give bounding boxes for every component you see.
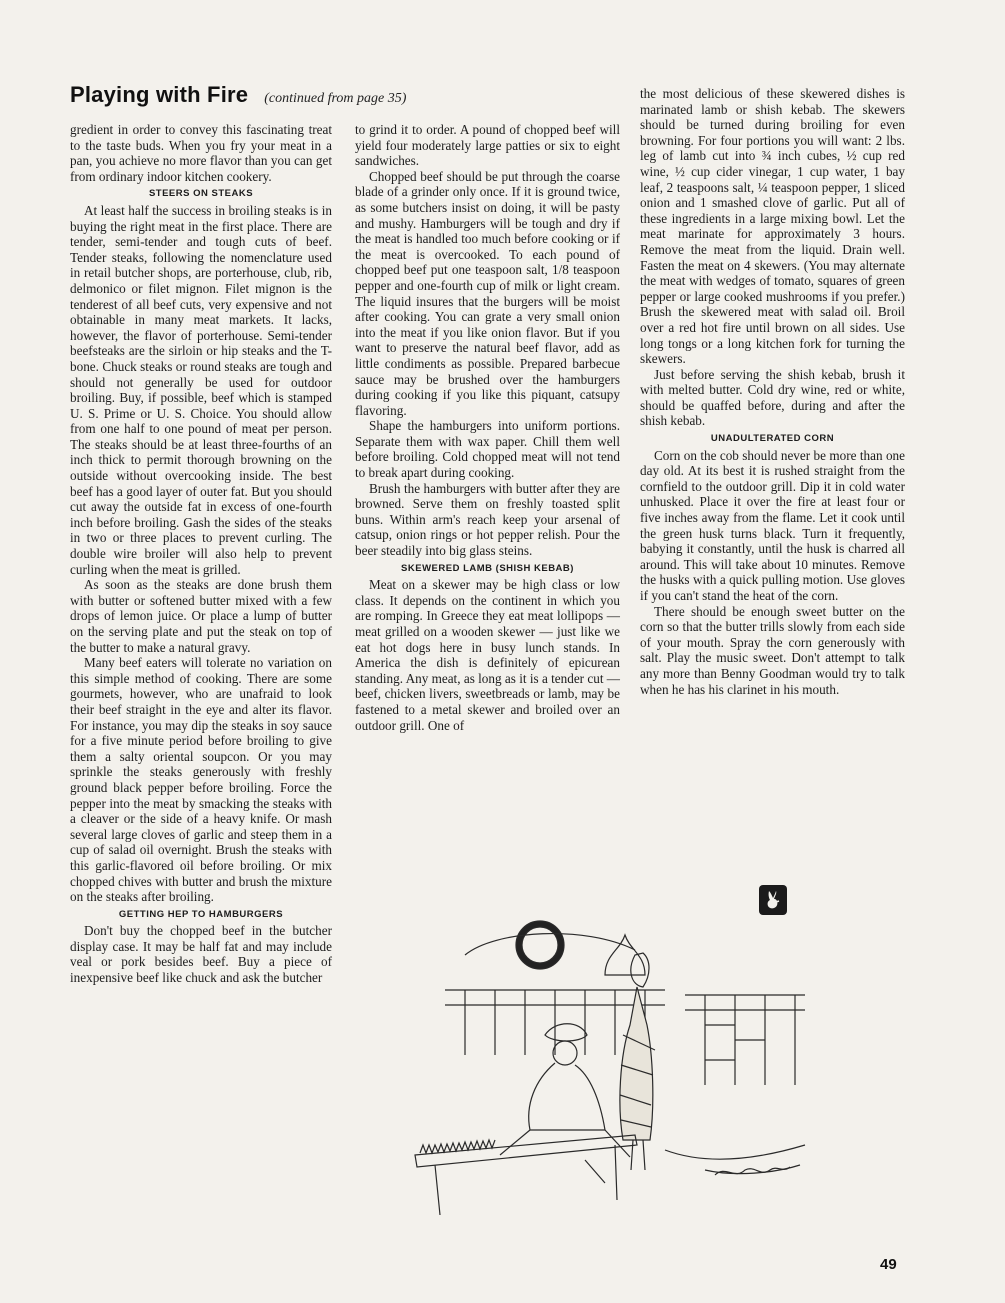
article-header [70,82,406,108]
paragraph: gredient in order to convey this fascinating treat to the taste buds. When you fry your meat in a pan, you achieve no more flavor than you can get from ordinary indoor kitchen cookery. [70,122,332,184]
paragraph: Don't buy the chopped beef in the butcher display case. It may be half fat and may include veal or pork besides beef. Buy a piece of inexpensive beef like chuck and ask the butcher [70,923,332,986]
section-heading: GETTING HEP TO HAMBURGERS [118,908,284,920]
article-title: Playing with Fire [70,82,249,107]
section-heading: STEERS ON STEAKS [148,188,254,200]
paragraph: Shape the hamburgers into uniform portions. Separate them with wax paper. Chill them well before broiling. Cold chopped meat will not tend to break apart during cooking. [355,418,620,481]
paragraph: Meat on a skewer may be high class or low class. It depends on the continent in which you are romping. In Greece they eat meat lollipops — meat grilled on a wooden skewer — just like we eat hot dogs here in busy lunch stands. In America the dish is definitely of epicurean standing. Any meat, as long as it is a tender cut — beef, chicken livers, sweetbreads or lamb, may be fastened to a metal skewer and broiled over an outdoor grill. One of [355,577,620,733]
paragraph: Chopped beef should be put through the coarse blade of a grinder only once. If it is ground twice, as some butchers insist on doing, it will be pasty and mushy. Hamburgers will be tough and dry if the meat is handled too much before cooking or if the meat is overcooked. To each pound of chopped beef put one teaspoon salt, 1/8 teaspoon pepper and one-fourth cup of milk or light cream. The liquid insures that the burgers will be moist after cooking. You can grate a very small onion into the meat if you like onion flavor. But if you want to preserve the natural beef flavor, add as little condiments as possible. Prepared barbecue sauce may be brushed over the hamburgers during cooking if you like this piquant, catsupy flavoring. [355,168,620,418]
continued-note: (continued from page 35) [264,91,407,106]
paragraph: the most delicious of these skewered dishes is marinated lamb or shish kebab. The skewers should be turned during broiling for even browning. For four portions you will want: 2 lbs. leg of lamb cut into ¾ inch cubes, ½ cup red wine, ½ cup cider vinegar, 1 cup water, 1 bay leaf, 2 teaspoons salt, ¼ teaspoon pepper, 1 sliced onion and 1 smashed clove of garlic. Put all of these ingredients in a large mixing bowl. Let the meat marinate for approximately 3 hours. Remove the meat from the liquid. Drain well. Fasten the meat on 4 skewers. (You may alternate the meat with wedges of tomato, squares of green pepper or large cooked mushrooms if you prefer.) Brush the skewered meat with salad oil. Broil over a red hot fire until brown on all sides. Use long tongs or a long kitchen fork for turning the skewers. [640,86,905,367]
section-heading: UNADULTERATED CORN [710,433,835,445]
text-column-3 [640,86,905,697]
paragraph: There should be enough sweet butter on the corn so that the butter trills slowly from each side of your mouth. Spray the corn generously with salt. Play the music sweet. Don't attempt to talk any more than Benny Goodman would try to talk when he has his clarinet in his mouth. [640,603,905,697]
rabbit-head-icon [759,885,787,915]
section-heading: SKEWERED LAMB (SHISH KEBAB) [401,562,574,574]
paragraph: Corn on the cob should never be more than one day old. At its best it is rushed straight from the cornfield to the outdoor grill. Dip it in cold water unhusked. Place it over the fire at least four or five inches away from the flame. Let it cook until the green husk turns black. Turn it frequently, babying it constantly, until the husk is charred all around. This will take about 10 minutes. Remove the husks with a quick pulling motion. Use gloves if you can't stand the heat of the corn. [640,447,905,603]
paragraph: to grind it to order. A pound of chopped beef will yield four moderately large patties or six to eight sandwiches. [355,122,620,169]
paragraph: Many beef eaters will tolerate no variation on this simple method of cooking. There are some gourmets, however, who are unafraid to look their beef straight in the eye and alter its flavor. For instance, you may dip the steaks in soy sauce for a five minute period before broiling to give them a salty oriental soupcon. Or you may sprinkle the steaks generously with freshly ground black pepper before broiling. Force the pepper into the meat by smacking the steaks with a cleaver or the side of a heavy knife. Or mash several large cloves of garlic and steep them in a cup of salad oil overnight. Brush the steaks with this garlic-flavored oil before broiling. Or mix chopped chives with butter and brush the mixture on the steaks after broiling. [70,655,332,905]
text-column-1 [70,122,332,986]
cartoon-illustration [405,915,820,1230]
paragraph: As soon as the steaks are done brush them with butter or softened butter mixed with a few drops of lemon juice. Or place a lump of butter on the serving plate and put the steak on top of the butter to make a natural gravy. [70,577,332,655]
text-column-2 [355,122,620,733]
paragraph: Brush the hamburgers with butter after they are browned. Serve them on freshly toasted split buns. Within arm's reach keep your arsenal of catsup, onion rings or hot pepper relish. Pour the beer steadily into big glass steins. [355,480,620,559]
paragraph: At least half the success in broiling steaks is in buying the right meat in the first place. There are tender, semi-tender and tough cuts of beef. Tender steaks, following the nomenclature used in retail butcher shops, are porterhouse, club, rib, delmonico or filet mignon. Filet mignon is the tenderest of all beef cuts, very expensive and not obtainable in many meat markets. It lacks, however, the flavor of porterhouse. Semi-tender beefsteaks are the sirloin or hip steaks and the T-bone. Chuck steaks or round steaks are tough and should not generally be used for outdoor broiling. Buy, if possible, beef which is stamped U. S. Prime or U. S. Choice. You should allow from one half to one pound of meat per person. The steaks should be at least three-fourths of an inch thick to permit thorough browning on the outside without overcooking inside. The best beef has a good layer of outer fat. But you should cut away the outside fat in excess of one-fourth inch before broiling. Gash the sides of the steaks in two or three places to prevent curling. The double wire broiler will also help to prevent curling when the meat is grilled. [70,202,332,577]
page-number: 49 [880,1256,897,1273]
paragraph: Just before serving the shish kebab, brush it with melted butter. Cold dry wine, red or white, should be quaffed before, during and after the shish kebab. [640,366,905,429]
